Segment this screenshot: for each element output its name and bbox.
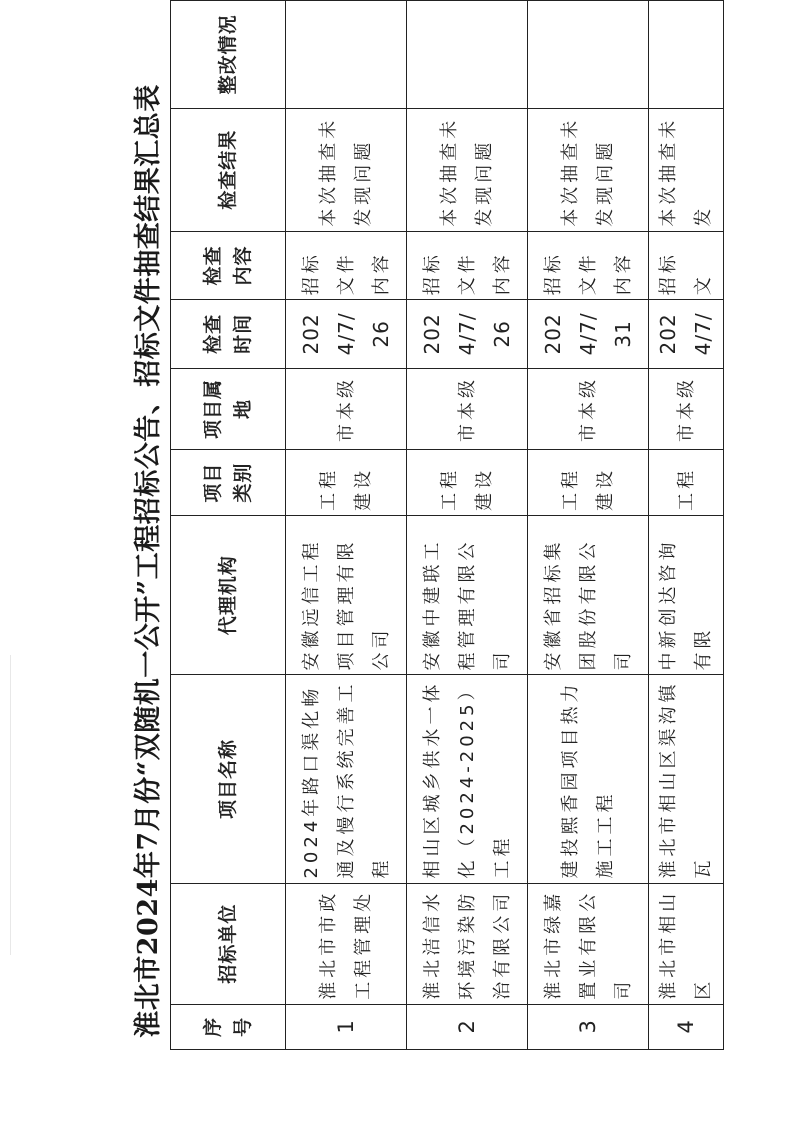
cell-content: 招标文件内容 <box>286 231 407 299</box>
header-row <box>171 1 286 1050</box>
cell-tenderer: 淮北洁信水环境污染防治有限公司 <box>407 883 528 1004</box>
cell-category: 工程建设 <box>286 450 407 516</box>
cell-result: 本次抽查未发 <box>649 108 724 231</box>
date-line-1: 2024/7/ <box>656 312 715 356</box>
cell-seq: 4 <box>649 1004 724 1049</box>
cell-rectify <box>286 1 407 109</box>
table-row <box>528 1 649 1050</box>
cell-agency: 安徽中建联工程管理有限公司 <box>407 515 528 675</box>
cell-project: 建投熙香园项目热力施工工程 <box>528 675 649 883</box>
cell-category: 工程 <box>649 450 724 516</box>
cell-result: 本次抽查未发现问题 <box>407 108 528 231</box>
date-line-1: 2024/7/ <box>298 312 358 356</box>
cell-project: 2024年路口渠化畅通及慢行系统完善工程 <box>286 675 407 883</box>
header-project: 项目名称 <box>171 675 286 883</box>
date-line-1: 2024/7/ <box>540 312 600 356</box>
table-row <box>286 1 407 1050</box>
cell-project: 相山区城乡供水一体化（2024-2025）工程 <box>407 675 528 883</box>
header-category: 项目类别 <box>171 450 286 516</box>
cell-content: 招标文 <box>649 231 724 299</box>
header-seq: 序号 <box>171 1004 286 1049</box>
date-line-2: 26 <box>368 320 393 348</box>
document-title: 淮北市2024年7月份“双随机一公开”工程招标公告、招标文件抽查结果汇总表 <box>133 84 164 1038</box>
header-result: 检查结果 <box>171 108 286 231</box>
cell-rectify <box>649 1 724 109</box>
header-date: 检查时间 <box>171 300 286 368</box>
cell-location: 市本级 <box>649 368 724 450</box>
cell-date <box>528 300 649 368</box>
header-content: 检查内容 <box>171 231 286 299</box>
cell-category: 工程建设 <box>407 450 528 516</box>
cell-seq: 3 <box>528 1004 649 1049</box>
results-table <box>170 0 724 1050</box>
cell-date <box>286 300 407 368</box>
cell-location: 市本级 <box>407 368 528 450</box>
cell-agency: 中新创达咨询有限 <box>649 515 724 675</box>
table-row <box>649 1 724 1050</box>
cell-result: 本次抽查未发现问题 <box>286 108 407 231</box>
cell-date <box>407 300 528 368</box>
header-rectify: 整改情况 <box>171 1 286 109</box>
cell-seq: 1 <box>286 1004 407 1049</box>
header-agency: 代理机构 <box>171 515 286 675</box>
date-line-1: 2024/7/ <box>419 312 479 356</box>
cell-content: 招标文件内容 <box>407 231 528 299</box>
cell-location: 市本级 <box>286 368 407 450</box>
cell-date <box>649 300 724 368</box>
cell-agency: 安徽省招标集团股份有限公司 <box>528 515 649 675</box>
cell-rectify <box>528 1 649 109</box>
cell-category: 工程建设 <box>528 450 649 516</box>
header-tenderer: 招标单位 <box>171 883 286 1004</box>
cell-content: 招标文件内容 <box>528 231 649 299</box>
cell-location: 市本级 <box>528 368 649 450</box>
table-row <box>407 1 528 1050</box>
cell-tenderer: 淮北市相山区 <box>649 883 724 1004</box>
cell-seq: 2 <box>407 1004 528 1049</box>
header-location: 项目属地 <box>171 368 286 450</box>
date-line-2: 26 <box>489 320 514 348</box>
date-line-2: 31 <box>610 320 635 348</box>
cell-result: 本次抽查未发现问题 <box>528 108 649 231</box>
cell-tenderer: 淮北市市政工程管理处 <box>286 883 407 1004</box>
cell-tenderer: 淮北市绿嘉置业有限公司 <box>528 883 649 1004</box>
cell-agency: 安徽远信工程项目管理有限公司 <box>286 515 407 675</box>
cell-project: 淮北市相山区渠沟镇瓦 <box>649 675 724 883</box>
cell-rectify <box>407 1 528 109</box>
